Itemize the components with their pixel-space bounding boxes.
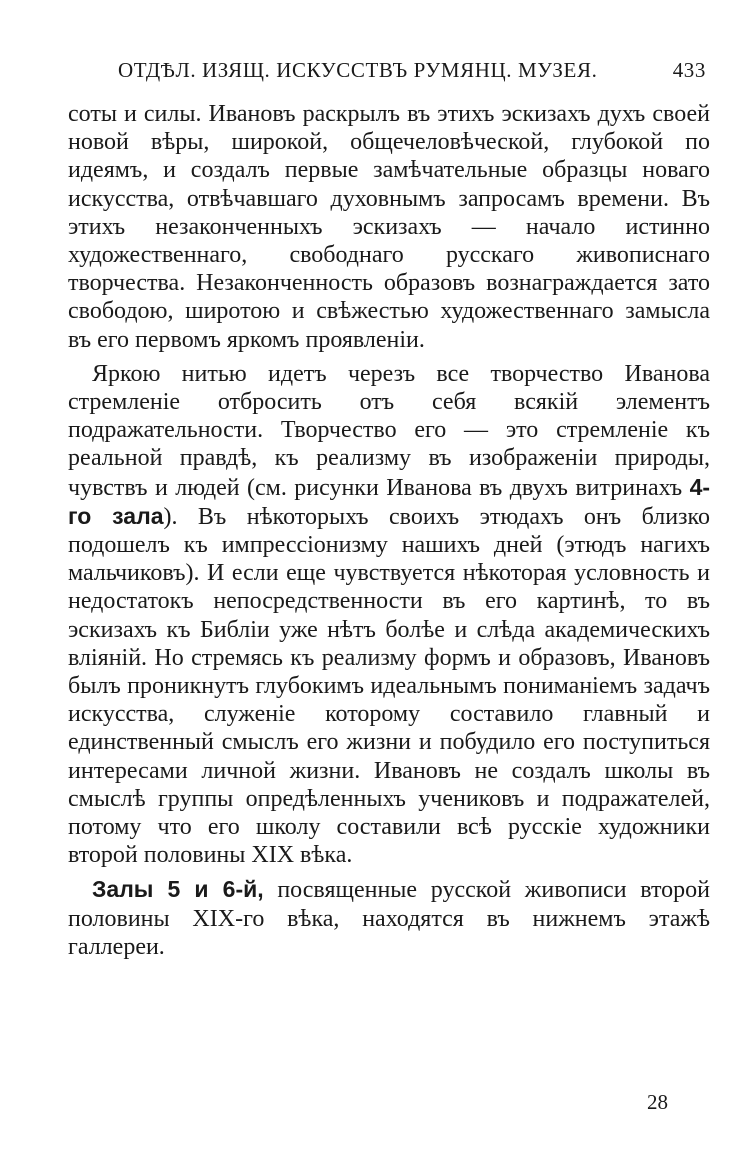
signature-mark: 28 xyxy=(647,1090,668,1114)
running-title: ОТДѢЛ. ИЗЯЩ. ИСКУССТВЪ РУМЯНЦ. МУЗЕЯ. xyxy=(118,58,598,82)
paragraph-3 xyxy=(68,875,710,961)
body-text xyxy=(68,100,710,961)
paragraph-2-hall-reference: 4-го зала xyxy=(68,473,711,529)
paragraph-1 xyxy=(68,100,710,354)
paragraph-2-text-after: ). Въ нѣкоторыхъ своихъ этюдахъ онъ близко подошелъ къ импрессіонизму нашихъ дней (этюдъ нагихъ мальчиковъ). И если еще чувствуется нѣкоторая условность и недостатокъ непосредственности въ его картинѣ, то въ эскизахъ къ Библіи уже нѣтъ болѣе и слѣда академическихъ вліяній. Но стремясь къ реализму формъ и образовъ, Ивановъ былъ проникнутъ глубокимъ идеальнымъ пониманіемъ задачъ искусства, служеніе которому составило главный и единственный смыслъ его жизни и побудило его поступиться интересами личной жизни. Ивановъ не создалъ школы въ смыслѣ группы опредѣленныхъ учениковъ и подражателей, потому что его школу составили всѣ русскіе художники второй половины XIX вѣка. xyxy=(68,503,710,869)
running-header xyxy=(118,58,706,83)
paragraph-3-halls-heading: Залы 5 и 6-й, xyxy=(92,876,264,903)
page-number: 433 xyxy=(672,58,706,82)
paragraph-2-text-before: Яркою нитью идетъ черезъ все творчество Иванова стремленіе отбросить отъ себя всякій элементъ подражательности. Творчество его — это стремленіе къ реальной правдѣ, къ реализму въ изображеніи природы, чувствъ и людей (см. рисунки Иванова въ двухъ витринахъ xyxy=(68,360,710,501)
paragraph-2 xyxy=(68,360,710,870)
paragraph-3-text: посвященные русской живописи второй половины XIX-го вѣка, находятся въ нижнемъ этажѣ галлереи. xyxy=(68,877,710,960)
paragraph-1-text: соты и силы. Ивановъ раскрылъ въ этихъ эскизахъ духъ своей новой вѣры, широкой, общечеловѣческой, глубокой по идеямъ, и создалъ первые замѣчательные образцы новаго искусства, отвѣчавшаго духовнымъ запросамъ времени. Въ этихъ незаконченныхъ эскизахъ — начало истинно художественнаго, свободнаго русскаго живописнаго творчества. Незаконченность образовъ вознаграждается зато свободою, широтою и свѣжестью художественнаго замысла въ его первомъ яркомъ проявленіи. xyxy=(68,101,710,353)
